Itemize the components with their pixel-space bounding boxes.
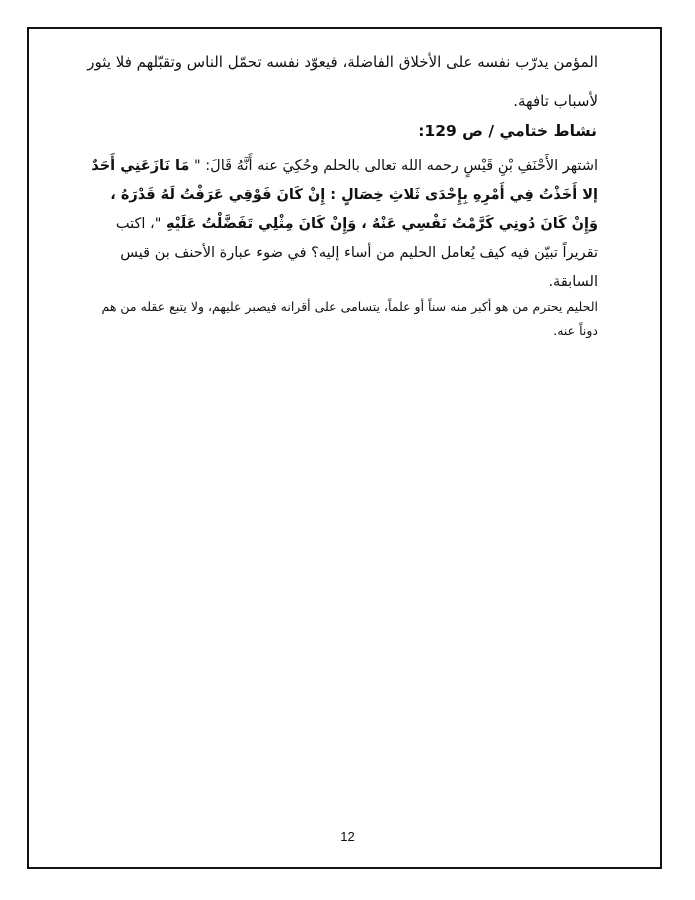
activity-lead-text: اشتهر الأَحْنَفِ بْنِ قَيْسٍ رحمه الله تعالى بالحلم وحُكِيَ عنه أَنَّهُ قَالَ: " [194, 158, 598, 174]
activity-tail-text: "، اكتب تقريراً تبيّن فيه كيف يُعامل الحليم من أساء إليه؟ في ضوء عبارة الأحنف بن قيس السابقة. [115, 216, 598, 290]
answer-paragraph: الحليم يحترم من هو أكبر منه سناً أو علماً، يتسامى على أقرانه فيصبر عليهم، ولا يتبع عقله من هم دوناً عنه. [101, 299, 598, 338]
intro-paragraph: المؤمن يدرّب نفسه على الأخلاق الفاضلة، فيعوّد نفسه تحمّل الناس وتقبّلهم فلا يثور لأسباب تافهة. [87, 53, 598, 110]
page-number: 12 [340, 829, 355, 844]
activity-quote-text: مَا نَازَعَنِي أَحَدٌ إلا أَخَذْتُ فِي أَمْرِهِ بِإِحْدَى ثَلاثِ خِصَالٍ : إِنْ كَانَ فَوْقِي عَرَفْتُ لَهُ قَدْرَهُ ، وَإِنْ كَانَ دُونِي كَرَّمْتُ نَفْسِي عَنْهُ ، وَإِنْ كَانَ مِثْلِي تَفَضَّلْتُ عَلَيْهِ [91, 158, 598, 232]
activity-heading: نشاط ختامي / ص 129: [418, 122, 597, 140]
activity-paragraph [86, 152, 598, 297]
